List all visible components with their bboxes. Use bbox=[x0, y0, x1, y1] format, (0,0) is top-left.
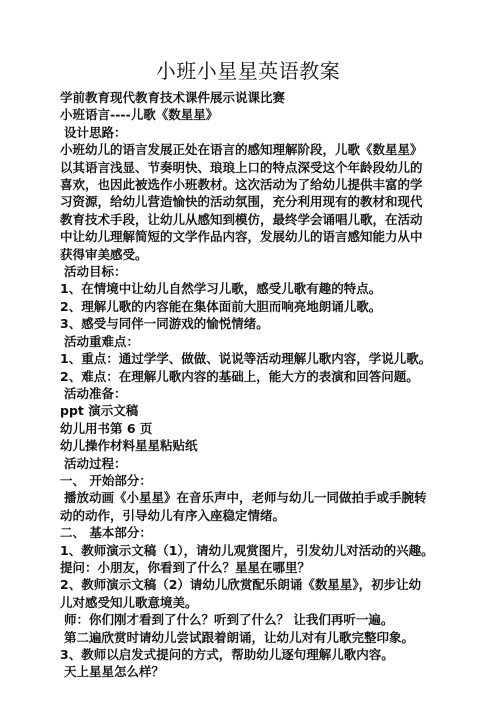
paragraph-line: 儿对感受知儿歌意境美。 bbox=[60, 594, 198, 610]
section-heading: 活动准备： bbox=[64, 385, 127, 401]
section-heading: 一、 开始部分： bbox=[60, 472, 152, 488]
text-line: 学前教育现代教育技术课件展示说课比赛 bbox=[60, 90, 286, 105]
list-item: 1、重点：通过学学、做做、说说等活动理解儿歌内容，学说儿歌。 bbox=[60, 351, 432, 367]
list-item: 幼儿用书第 6 页 bbox=[60, 420, 153, 436]
paragraph-line: 中让幼儿理解简短的文学作品内容，发展幼儿的语言感知能力从中 bbox=[60, 229, 423, 245]
list-item: 3、教师以启发式提问的方式，帮助幼儿逐句理解儿歌内容。 bbox=[60, 647, 394, 662]
paragraph-line: 喜欢，也因此被选作小班教材。这次活动为了给幼儿提供丰富的学 bbox=[60, 177, 423, 193]
paragraph-line: 第二遍欣赏时请幼儿尝试跟着朗诵，让幼儿对有儿歌完整印象。 bbox=[64, 629, 415, 645]
paragraph-line: 教育技术手段，让幼儿从感知到模仿，最终学会诵唱儿歌，在活动 bbox=[60, 211, 423, 227]
section-heading: 设计思路： bbox=[64, 124, 127, 140]
section-heading: 活动过程： bbox=[64, 455, 127, 471]
text-line: 小班语言----儿歌《数星星》 bbox=[60, 107, 219, 123]
document-title: 小班小星星英语教案 bbox=[155, 59, 341, 83]
list-item: 幼儿操作材料星星粘贴纸 bbox=[60, 438, 198, 454]
list-item: ppt 演示文稿 bbox=[60, 403, 139, 419]
paragraph-line: 提问：小朋友，你看到了什么？星星在哪里？ bbox=[60, 559, 311, 575]
section-heading: 活动重难点： bbox=[64, 333, 140, 349]
list-item: 3、感受与同伴一同游戏的愉悦情绪。 bbox=[60, 316, 269, 332]
section-heading: 二、 基本部分： bbox=[60, 525, 152, 541]
paragraph-line: 天上星星怎么样？ bbox=[64, 664, 165, 680]
section-heading: 活动目标： bbox=[64, 264, 127, 280]
paragraph-line: 师：你们刚才看到了什么？听到了什么？ 让我们再听一遍。 bbox=[64, 612, 394, 628]
list-item: 2、理解儿歌的内容能在集体面前大胆而响亮地朗诵儿歌。 bbox=[60, 298, 382, 314]
paragraph-line: 获得审美感受。 bbox=[60, 246, 148, 262]
list-item: 2、难点：在理解儿歌内容的基础上，能大方的表演和回答问题。 bbox=[60, 368, 419, 384]
list-item: 1、在情境中让幼儿自然学习儿歌，感受儿歌有趣的特点。 bbox=[60, 281, 382, 297]
paragraph-line: 播放动画《小星星》在音乐声中，老师与幼儿一同做拍手或手腕转 bbox=[64, 490, 427, 506]
document-body bbox=[60, 89, 440, 681]
paragraph-line: 小班幼儿的语言发展正处在语言的感知理解阶段，儿歌《数星星》 bbox=[60, 142, 423, 158]
paragraph-line: 以其语言浅显、节奏明快、琅琅上口的特点深受这个年龄段幼儿的 bbox=[60, 159, 423, 175]
list-item: 2、教师演示文稿（2）请幼儿欣赏配乐朗诵《数星星》，初步让幼 bbox=[60, 577, 422, 593]
list-item: 1、教师演示文稿（1），请幼儿观赏图片，引发幼儿对活动的兴趣。 bbox=[60, 542, 434, 558]
paragraph-line: 习资源，给幼儿营造愉快的活动氛围，充分利用现有的教材和现代 bbox=[60, 194, 423, 210]
paragraph-line: 动的动作，引导幼儿有序入座稳定情绪。 bbox=[60, 507, 286, 523]
